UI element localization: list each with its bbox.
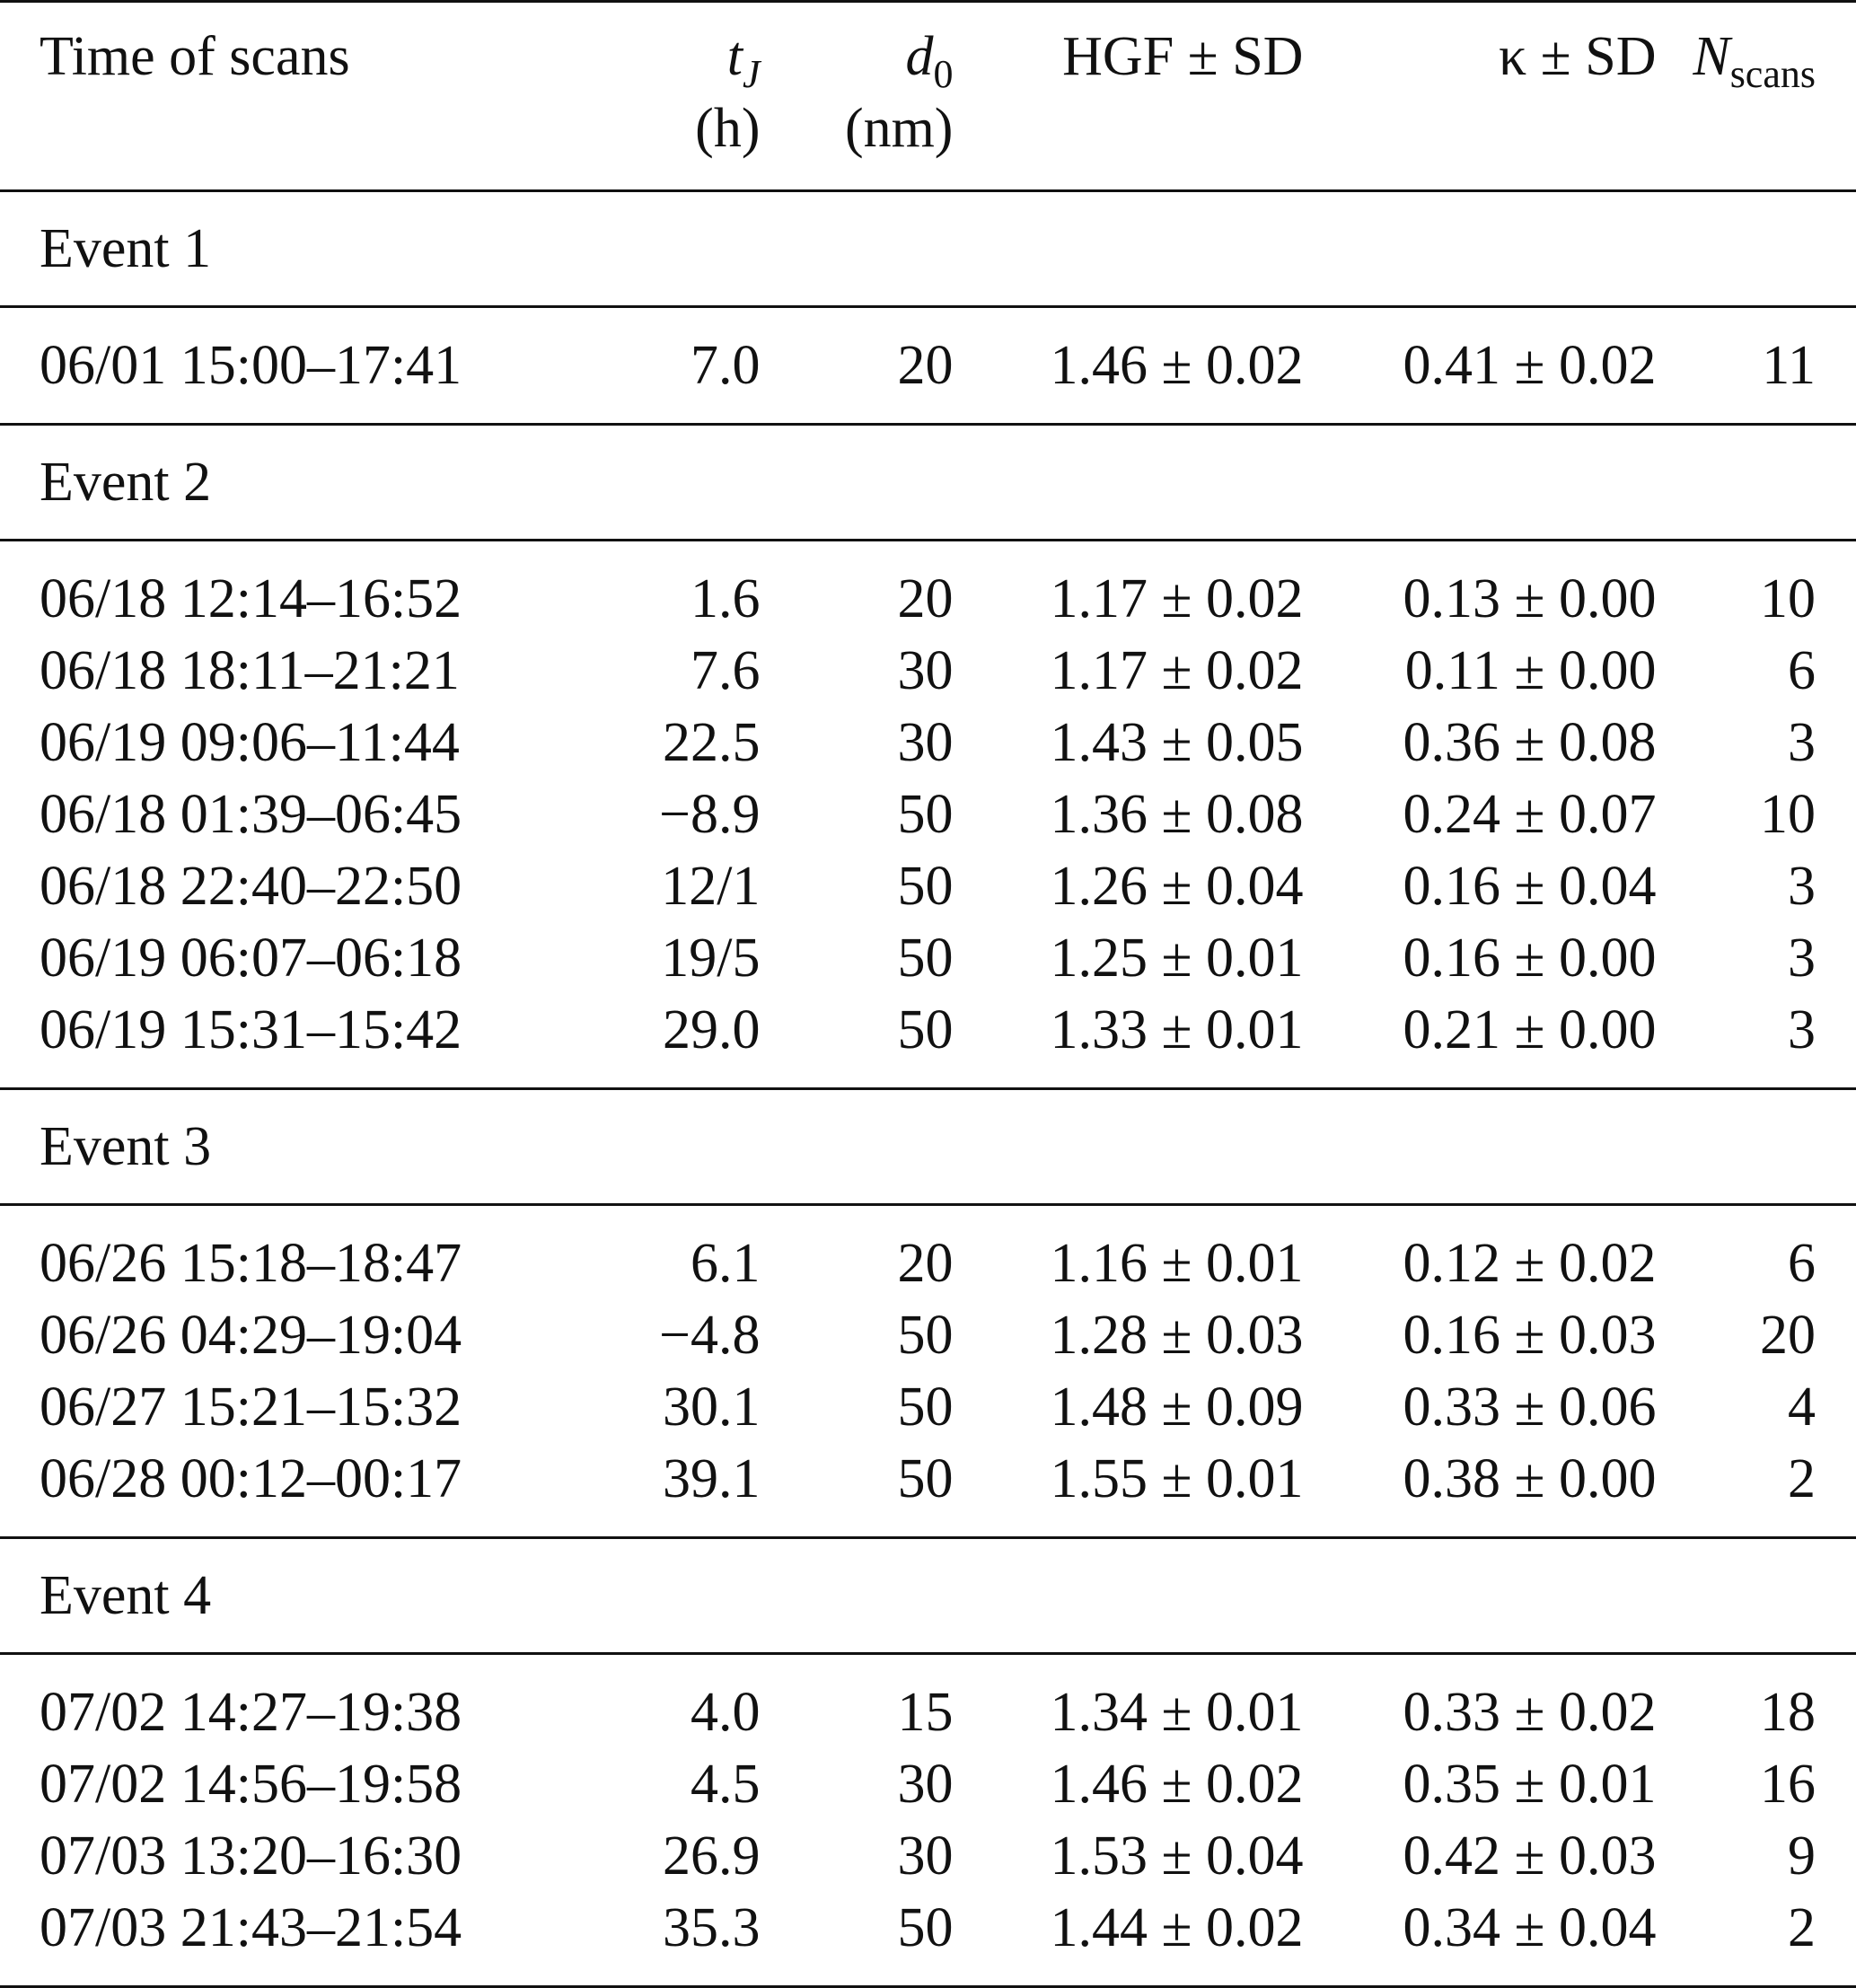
cell-time: 06/18 22:40–22:50 (40, 856, 462, 917)
cell-tj: −8.9 (659, 784, 761, 845)
table-row (0, 922, 1856, 994)
table-row (0, 994, 1856, 1089)
cell-nscans: 3 (1788, 856, 1816, 917)
cell-kappa: 0.16 ± 0.04 (1403, 856, 1657, 917)
cell-d0: 20 (760, 307, 953, 425)
cell-nscans: 3 (1788, 928, 1816, 989)
event-header-row (0, 1538, 1856, 1654)
cell-time: 07/03 21:43–21:54 (0, 1892, 659, 1987)
event-data-group (0, 1654, 1856, 1987)
cell-time: 06/26 15:18–18:47 (40, 1233, 462, 1294)
header-tj-unit: (h) (695, 98, 761, 159)
cell-kappa: 0.41 ± 0.02 (1303, 307, 1656, 425)
header-tj-symbol: t (726, 26, 743, 87)
cell-kappa: 0.38 ± 0.00 (1303, 1443, 1656, 1538)
table-row (0, 1892, 1856, 1987)
cell-nscans: 18 (1760, 1682, 1816, 1743)
cell-nscans: 10 (1760, 784, 1816, 845)
cell-nscans: 9 (1788, 1825, 1816, 1887)
cell-hgf: 1.48 ± 0.09 (1050, 1377, 1304, 1438)
header-n-symbol: N (1693, 26, 1730, 87)
cell-hgf: 1.44 ± 0.02 (953, 1892, 1303, 1987)
cell-kappa: 0.16 ± 0.03 (1403, 1305, 1657, 1366)
cell-nscans: 16 (1760, 1754, 1816, 1815)
event-header-group (0, 191, 1856, 307)
table-row (0, 707, 1856, 778)
cell-time: 06/19 06:07–06:18 (40, 928, 462, 989)
cell-nscans: 2 (1656, 1443, 1856, 1538)
cell-nscans: 11 (1656, 307, 1856, 425)
cell-kappa: 0.36 ± 0.08 (1403, 712, 1657, 773)
cell-time: 06/18 18:11–21:21 (40, 640, 460, 701)
cell-kappa: 0.42 ± 0.03 (1403, 1825, 1657, 1887)
cell-hgf: 1.34 ± 0.01 (1050, 1682, 1304, 1743)
table-row (0, 307, 1856, 425)
cell-tj: −4.8 (659, 1305, 761, 1366)
header-nscans (1656, 3, 1856, 96)
cell-hgf: 1.36 ± 0.08 (1050, 784, 1304, 845)
event-header-row (0, 191, 1856, 307)
event-label: Event 2 (0, 425, 659, 541)
event-data-group (0, 307, 1856, 425)
cell-hgf: 1.26 ± 0.04 (1050, 856, 1304, 917)
cell-kappa: 0.21 ± 0.00 (1303, 994, 1656, 1089)
cell-hgf: 1.46 ± 0.02 (1050, 1754, 1304, 1815)
event-label: Event 1 (0, 191, 659, 307)
table-row (0, 850, 1856, 922)
event-data-group (0, 1205, 1856, 1538)
header-d0 (760, 3, 954, 96)
header-tj-subscript: J (742, 52, 761, 96)
cell-time: 06/01 15:00–17:41 (0, 307, 659, 425)
cell-nscans: 2 (1656, 1892, 1856, 1987)
cell-hgf: 1.33 ± 0.01 (953, 994, 1303, 1089)
cell-d0: 50 (897, 928, 954, 989)
table-row (0, 1205, 1856, 1300)
cell-hgf: 1.25 ± 0.01 (1050, 928, 1304, 989)
table-row (0, 1654, 1856, 1749)
event-header-group (0, 1089, 1856, 1205)
cell-hgf: 1.43 ± 0.05 (1050, 712, 1304, 773)
event-header-group (0, 425, 1856, 541)
table-header (0, 2, 1856, 191)
cell-kappa: 0.11 ± 0.00 (1404, 640, 1657, 701)
cell-nscans: 3 (1788, 712, 1816, 773)
header-time: Time of scans (40, 26, 350, 87)
header-d0-unit: (nm) (844, 98, 954, 159)
cell-time: 06/28 00:12–00:17 (0, 1443, 659, 1538)
cell-tj: 26.9 (662, 1825, 761, 1887)
header-tj (659, 3, 761, 96)
event-label: Event 4 (0, 1538, 659, 1654)
cell-d0: 20 (897, 1233, 954, 1294)
cell-tj: 6.1 (690, 1233, 761, 1294)
cell-d0: 50 (897, 1305, 954, 1366)
cell-tj: 22.5 (662, 712, 761, 773)
header-units-row (0, 92, 1856, 189)
cell-hgf: 1.53 ± 0.04 (1050, 1825, 1304, 1887)
table-row (0, 1299, 1856, 1371)
table-row (0, 1748, 1856, 1820)
cell-d0: 15 (897, 1682, 954, 1743)
cell-kappa: 0.33 ± 0.06 (1403, 1377, 1657, 1438)
cell-tj: 7.6 (690, 640, 761, 701)
cell-time: 06/26 04:29–19:04 (40, 1305, 462, 1366)
header-row (0, 3, 1856, 92)
cell-time: 07/02 14:56–19:58 (40, 1754, 462, 1815)
cell-nscans: 4 (1788, 1377, 1816, 1438)
cell-tj: 39.1 (659, 1443, 760, 1538)
event-label: Event 3 (0, 1089, 659, 1205)
cell-d0: 50 (897, 1377, 954, 1438)
cell-d0: 30 (897, 640, 954, 701)
cell-nscans: 20 (1760, 1305, 1816, 1366)
cell-time: 06/18 12:14–16:52 (40, 568, 462, 629)
table-row (0, 1371, 1856, 1443)
cell-d0: 20 (897, 568, 954, 629)
cell-kappa: 0.24 ± 0.07 (1403, 784, 1657, 845)
header-hgf: HGF ± SD (1062, 26, 1304, 87)
cell-d0: 50 (897, 784, 954, 845)
cell-time: 06/19 09:06–11:44 (40, 712, 460, 773)
cell-d0: 50 (760, 994, 953, 1089)
cell-kappa: 0.34 ± 0.04 (1303, 1892, 1656, 1987)
header-d0-subscript: 0 (933, 52, 954, 96)
cell-time: 06/19 15:31–15:42 (0, 994, 659, 1089)
table-row (0, 635, 1856, 707)
event-header-row (0, 425, 1856, 541)
cell-tj: 19/5 (661, 928, 761, 989)
cell-kappa: 0.13 ± 0.00 (1403, 568, 1657, 629)
cell-hgf: 1.55 ± 0.01 (953, 1443, 1303, 1538)
event-header-row (0, 1089, 1856, 1205)
cell-time: 06/27 15:21–15:32 (40, 1377, 462, 1438)
cell-nscans: 3 (1656, 994, 1856, 1089)
header-n-subscript: scans (1729, 52, 1816, 96)
cell-hgf: 1.46 ± 0.02 (953, 307, 1303, 425)
cell-nscans: 10 (1760, 568, 1816, 629)
cell-d0: 50 (760, 1892, 953, 1987)
header-d0-symbol: d (905, 26, 934, 87)
cell-tj: 30.1 (662, 1377, 761, 1438)
cell-d0: 50 (897, 856, 954, 917)
cell-tj: 4.5 (690, 1754, 761, 1815)
cell-kappa: 0.33 ± 0.02 (1403, 1682, 1657, 1743)
cell-d0: 30 (897, 1825, 954, 1887)
table-row (0, 541, 1856, 636)
cell-kappa: 0.16 ± 0.00 (1403, 928, 1657, 989)
cell-time: 07/03 13:20–16:30 (40, 1825, 462, 1887)
cell-kappa: 0.35 ± 0.01 (1403, 1754, 1657, 1815)
cell-time: 06/18 01:39–06:45 (40, 784, 462, 845)
cell-kappa: 0.12 ± 0.02 (1403, 1233, 1657, 1294)
table-row (0, 1443, 1856, 1538)
cell-tj: 1.6 (690, 568, 761, 629)
cell-tj: 4.0 (690, 1682, 761, 1743)
cell-d0: 30 (897, 712, 954, 773)
cell-nscans: 6 (1788, 640, 1816, 701)
table-row (0, 1820, 1856, 1892)
cell-hgf: 1.17 ± 0.02 (1050, 568, 1304, 629)
cell-hgf: 1.28 ± 0.03 (1050, 1305, 1304, 1366)
cell-d0: 30 (897, 1754, 954, 1815)
cell-hgf: 1.17 ± 0.02 (1050, 640, 1304, 701)
cell-tj: 12/1 (661, 856, 761, 917)
cell-tj: 7.0 (659, 307, 760, 425)
cell-tj: 35.3 (659, 1892, 760, 1987)
cell-nscans: 6 (1788, 1233, 1816, 1294)
event-data-group (0, 541, 1856, 1089)
event-header-group (0, 1538, 1856, 1654)
cell-d0: 50 (760, 1443, 953, 1538)
cell-time: 07/02 14:27–19:38 (40, 1682, 462, 1743)
header-kappa: κ ± SD (1498, 26, 1657, 87)
cell-tj: 29.0 (659, 994, 760, 1089)
cell-hgf: 1.16 ± 0.01 (1050, 1233, 1304, 1294)
table-row (0, 778, 1856, 850)
